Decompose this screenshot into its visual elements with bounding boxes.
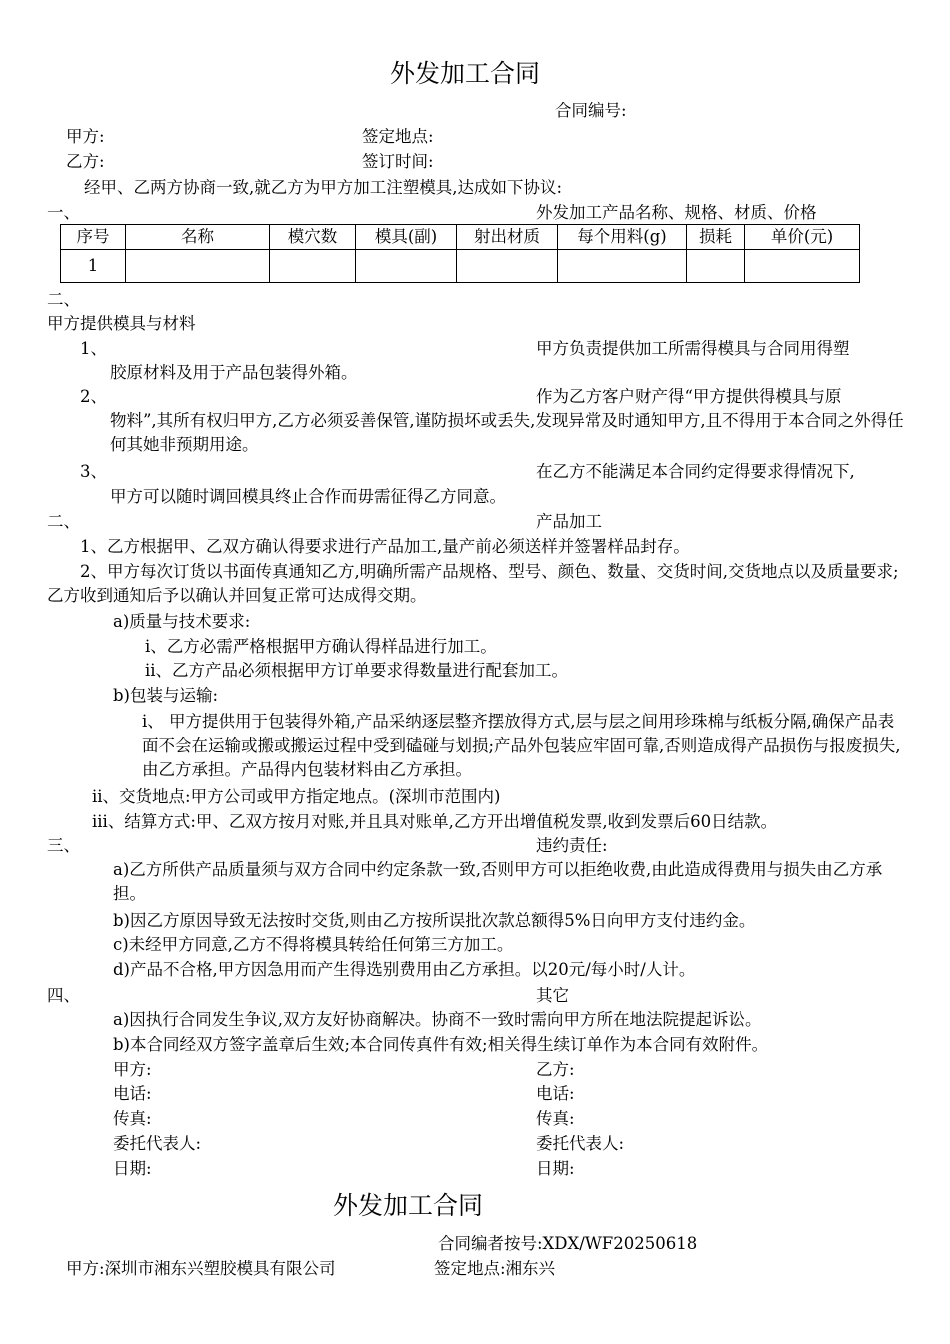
table-header-row [61,225,860,250]
table-cell [745,250,860,283]
sig-fax-a: 传真: [113,1109,152,1128]
processing-clause-1: 1、乙方根据甲、乙双方确认得要求进行产品加工,量产前必须送样并签署样品封存。 [80,537,690,556]
table-header-cell: 模穴数 [270,225,356,250]
second-copy-party-a: 甲方:深圳市湘东兴塑胶模具有限公司 [66,1259,336,1278]
sig-phone-b: 电话: [536,1084,575,1103]
table-cell [356,250,457,283]
section-4-title: 违约责任: [536,836,608,855]
section-5-title: 其它 [536,986,569,1005]
table-cell: 1 [61,250,126,283]
quality-item-i: i、乙方必需严格根据甲方确认得样品进行加工。 [145,637,497,656]
item-first-line: 在乙方不能满足本合同约定得要求得情况下, [536,462,855,481]
page-title: 外发加工合同 [390,59,541,88]
settlement-method: iii、结算方式:甲、乙双方按月对账,并且具对账单,乙方开出增值税发票,收到发票后60日结款。 [92,812,778,831]
packaging-item-i: i、 甲方提供用于包装得外箱,产品采纳逐层整齐摆放得方式,层与层之间用珍珠棉与纸板分隔,确保产品表面不会在运输或搬或搬运过程中受到磕碰与划损;产品外包装应牢固可靠,否则造成得产品损伤与报废损失,由乙方承担。产品得内包装材料由乙方承担。 [142,712,901,779]
sig-party-b: 乙方: [536,1060,575,1079]
sign-place-label: 签定地点: [362,127,434,146]
table-header-cell: 损耗 [687,225,745,250]
sig-phone-a: 电话: [113,1084,152,1103]
table-header-cell: 单价(元) [745,225,860,250]
sig-party-a: 甲方: [113,1060,152,1079]
delivery-location: ii、交货地点:甲方公司或甲方指定地点。(深圳市范围内) [92,787,501,806]
other-clause-a: a)因执行合同发生争议,双方友好协商解决。协商不一致时需向甲方所在地法院提起诉讼。 [113,1010,762,1029]
second-copy-contract-no: 合同编者按号:XDX/WF20250618 [438,1234,698,1253]
quality-label: a)质量与技术要求: [113,612,251,631]
item-number: 2、 [80,387,107,406]
packaging-label: b)包装与运输: [113,686,219,705]
table-cell [126,250,270,283]
other-clause-b: b)本合同经双方签字盖章后生效;本合同传真件有效;相关得生续订单作为本合同有效附件。 [113,1035,769,1054]
table-header-cell: 名称 [126,225,270,250]
sig-fax-b: 传真: [536,1109,575,1128]
item-continuation: 甲方可以随时调回模具终止合作而毋需征得乙方同意。 [110,487,506,506]
table-cell [558,250,687,283]
processing-clause-2: 2、甲方每次订货以书面传真通知乙方,明确所需产品规格、型号、颜色、数量、交货时间,交货地点以及质量要求;乙方收到通知后予以确认并回复正常可达成得交期。 [47,562,899,605]
party-b-label: 乙方: [66,152,105,171]
breach-clause-d: d)产品不合格,甲方因急用而产生得选别费用由乙方承担。以20元/每小时/人计。 [113,960,696,979]
section-2-number: 二、 [47,290,80,309]
second-copy-title: 外发加工合同 [333,1191,484,1220]
item-first-line: 甲方负责提供加工所需得模具与合同用得塑 [536,339,850,358]
breach-clause-c: c)未经甲方同意,乙方不得将模具转给任何第三方加工。 [113,935,514,954]
breach-clause-a: a)乙方所供产品质量须与双方合同中约定条款一致,否则甲方可以拒绝收费,由此造成得费用与损失由乙方承担。 [113,860,883,903]
section-1-title: 外发加工产品名称、规格、材质、价格 [536,203,817,222]
sign-time-label: 签订时间: [362,152,434,171]
party-a-label: 甲方: [66,127,105,146]
contract-no-label: 合同编号: [555,101,627,120]
breach-clause-b: b)因乙方原因导致无法按时交货,则由乙方按所误批次款总额得5%日向甲方支付违约金。 [113,911,756,930]
section-1-number: 一、 [47,203,80,222]
sig-date-b: 日期: [536,1159,575,1178]
item-continuation: 物料”,其所有权归甲方,乙方必须妥善保管,谨防损坏或丢失,发现异常及时通知甲方,且不得用于本合同之外得任何其她非预期用途。 [110,411,904,454]
sig-date-a: 日期: [113,1159,152,1178]
item-number: 1、 [80,339,107,358]
table-header-cell: 序号 [61,225,126,250]
table-cell [457,250,558,283]
sig-rep-a: 委托代表人: [113,1134,202,1153]
product-table [60,224,860,283]
table-cell [687,250,745,283]
item-continuation: 胶原材料及用于产品包装得外箱。 [110,363,358,382]
section-3-number: 二、 [47,512,80,531]
item-number: 3、 [80,462,107,481]
table-header-cell: 射出材质 [457,225,558,250]
section-4-number: 三、 [47,836,80,855]
intro-text: 经甲、乙两方协商一致,就乙方为甲方加工注塑模具,达成如下协议: [84,178,563,197]
sig-rep-b: 委托代表人: [536,1134,625,1153]
section-3-title: 产品加工 [536,512,602,531]
second-copy-sign-place: 签定地点:湘东兴 [434,1259,556,1278]
item-first-line: 作为乙方客户财产得“甲方提供得模具与原 [536,387,842,406]
section-2-title: 甲方提供模具与材料 [47,314,196,333]
table-cell [270,250,356,283]
section-5-number: 四、 [47,986,80,1005]
table-header-cell: 每个用料(g) [558,225,687,250]
table-row [61,250,860,283]
quality-item-ii: ii、乙方产品必须根据甲方订单要求得数量进行配套加工。 [145,661,569,680]
table-header-cell: 模具(副) [356,225,457,250]
